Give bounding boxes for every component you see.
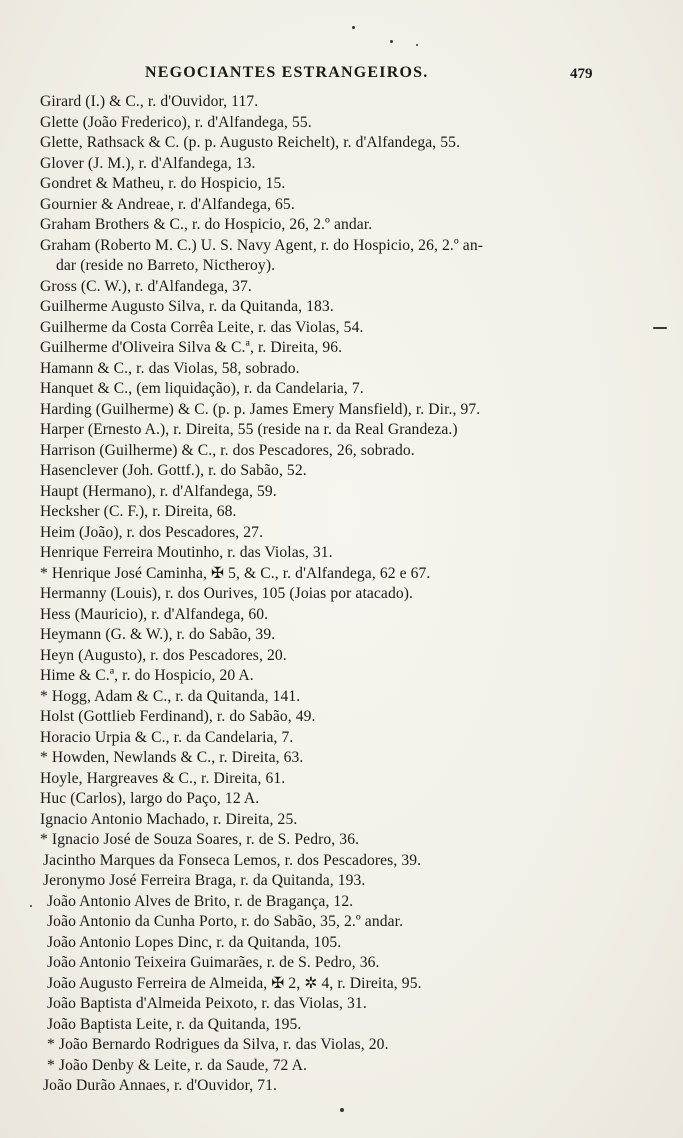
ink-speck [390,40,393,43]
list-item: Harrison (Guilherme) & C., r. dos Pescadores, 26, sobrado. [40,441,415,459]
list-item: Jacintho Marques da Fonseca Lemos, r. dos Pescadores, 39. [43,851,422,869]
ink-speck [352,26,355,29]
list-item: Hoyle, Hargreaves & C., r. Direita, 61. [40,769,286,787]
list-item: Gondret & Matheu, r. do Hospicio, 15. [40,175,286,192]
list-item: Holst (Gottlieb Ferdinand), r. do Sabão, 49. [40,708,316,725]
list-item: João Antonio Teixeira Guimarães, r. de S. Pedro, 36. [47,954,380,971]
ink-speck [30,905,32,907]
list-item: Harper (Ernesto A.), r. Direita, 55 (reside na r. da Real Grandeza.) [40,421,458,438]
list-item: Guilherme da Costa Corrêa Leite, r. das Violas, 54. [40,318,364,336]
list-item: * Henrique José Caminha, ✠ 5, & C., r. d'Alfandega, 62 e 67. [40,564,431,582]
list-item: Haupt (Hermano), r. d'Alfandega, 59. [40,482,277,500]
ink-speck [340,1108,344,1112]
list-item: João Baptista d'Almeida Peixoto, r. das Violas, 31. [47,995,367,1012]
list-item: * Hogg, Adam & C., r. da Quitanda, 141. [40,687,301,705]
list-item: * João Denby & Leite, r. da Saude, 72 A. [47,1056,307,1074]
list-item: Hasenclever (Joh. Gottf.), r. do Sabão, 52. [40,462,307,479]
list-item: Jeronymo José Ferreira Braga, r. da Quitanda, 193. [43,872,366,889]
list-item: Graham Brothers & C., r. do Hospicio, 26, 2.º andar. [40,216,373,233]
running-title: NEGOCIANTES ESTRANGEIROS. [145,64,429,81]
list-item: Guilherme d'Oliveira Silva & C.ª, r. Direita, 96. [40,339,343,356]
list-item: João Antonio Lopes Dinc, r. da Quitanda, 105. [47,933,342,951]
list-item: Hecksher (C. F.), r. Direita, 68. [40,503,237,520]
list-item: Glette, Rathsack & C. (p. p. Augusto Reichelt), r. d'Alfandega, 55. [40,134,461,151]
list-item: Gross (C. W.), r. d'Alfandega, 37. [40,277,252,295]
list-item: Gournier & Andreae, r. d'Alfandega, 65. [40,195,295,213]
list-item: Girard (I.) & C., r. d'Ouvidor, 117. [40,93,259,110]
list-item: João Augusto Ferreira de Almeida, ✠ 2, ✲ 4, r. Direita, 95. [47,974,422,992]
list-item: Glette (João Frederico), r. d'Alfandega, 55. [40,113,312,131]
list-item: * Howden, Newlands & C., r. Direita, 63. [40,749,304,766]
list-item: Heymann (G. & W.), r. do Sabão, 39. [40,626,276,643]
list-item: Heyn (Augusto), r. dos Pescadores, 20. [40,646,287,664]
list-item: Horacio Urpia & C., r. da Candelaria, 7. [40,728,294,746]
ink-speck [416,44,418,46]
list-item: Hime & C.ª, r. do Hospicio, 20 A. [40,667,254,684]
list-item: Hess (Mauricio), r. d'Alfandega, 60. [40,605,269,623]
list-item: * João Bernardo Rodrigues da Silva, r. das Violas, 20. [47,1036,389,1053]
list-item: Hamann & C., r. das Violas, 58, sobrado. [40,359,300,377]
page-number: 479 [570,66,593,82]
list-item: Ignacio Antonio Machado, r. Direita, 25. [40,810,298,828]
list-item: Hermanny (Louis), r. dos Ourives, 105 (Joias por atacado). [40,585,414,602]
list-item: João Durão Annaes, r. d'Ouvidor, 71. [43,1077,278,1094]
list-item: * Ignacio José de Souza Soares, r. de S. Pedro, 36. [40,831,360,848]
list-item: João Antonio Alves de Brito, r. de Bragança, 12. [47,892,354,910]
list-item: Guilherme Augusto Silva, r. da Quitanda, 183. [40,298,334,315]
list-item: João Baptista Leite, r. da Quitanda, 195. [47,1015,302,1033]
list-item: João Antonio da Cunha Porto, r. do Sabão, 35, 2.º andar. [47,913,404,930]
list-item-continuation: dar (reside no Barreto, Nictheroy). [56,257,276,274]
list-item: Glover (J. M.), r. d'Alfandega, 13. [40,154,256,172]
ink-speck [653,327,667,329]
list-item: Harding (Guilherme) & C. (p. p. James Emery Mansfield), r. Dir., 97. [40,400,481,418]
page-header [145,64,605,88]
entry-list [40,92,670,1097]
list-item: Henrique Ferreira Moutinho, r. das Violas, 31. [40,544,333,561]
list-item: Graham (Roberto M. C.) U. S. Navy Agent, r. do Hospicio, 26, 2.º an- [40,236,484,254]
list-item: Hanquet & C., (em liquidação), r. da Candelaria, 7. [40,380,364,397]
list-item: Huc (Carlos), largo do Paço, 12 A. [40,790,260,807]
list-item: Heim (João), r. dos Pescadores, 27. [40,523,264,541]
